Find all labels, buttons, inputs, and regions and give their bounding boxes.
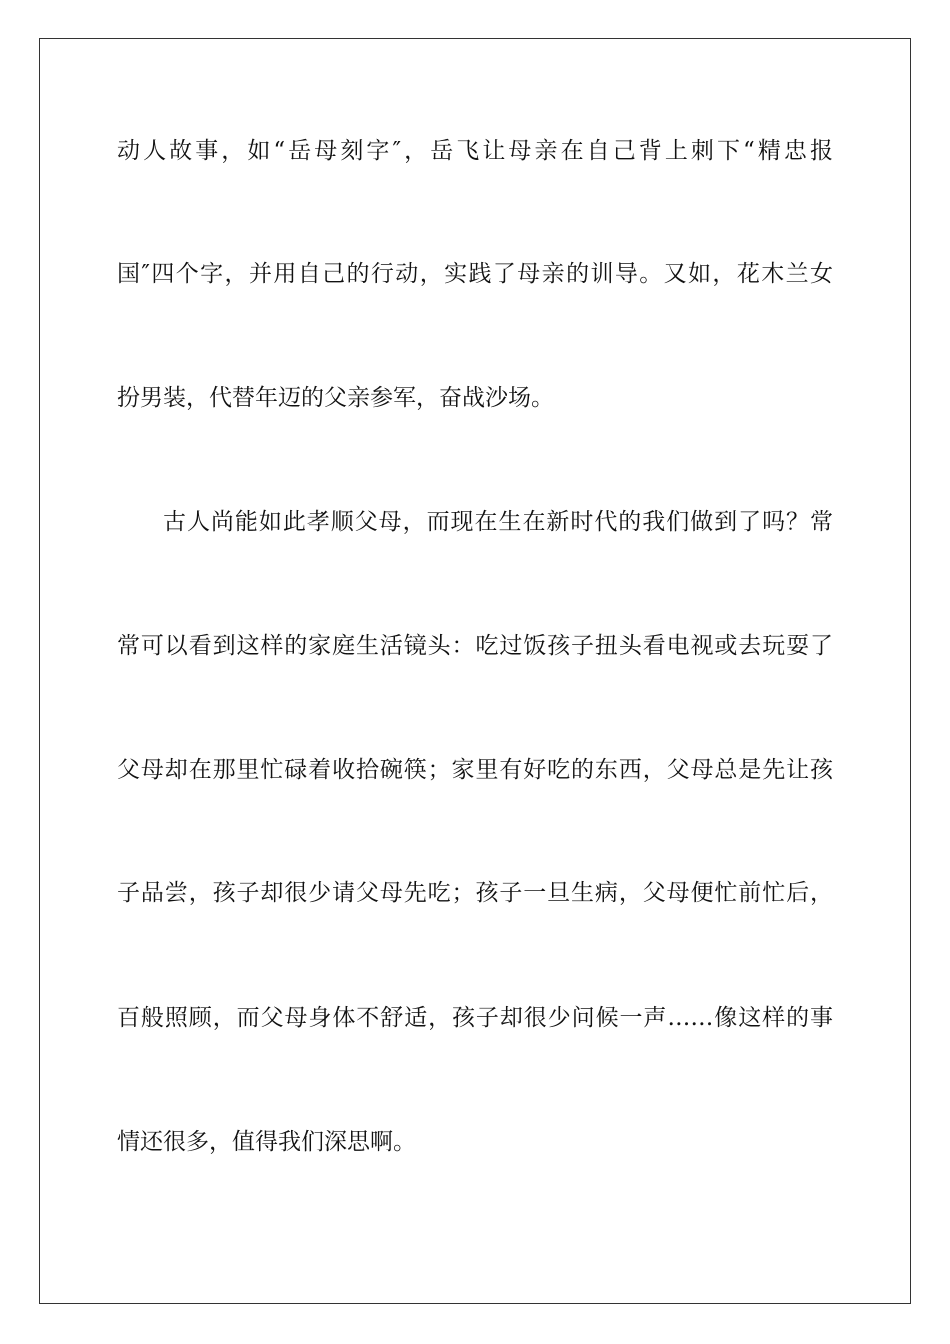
text-line-2: 国″四个字，并用自己的行动，实践了母亲的训导。又如，花木兰女 xyxy=(117,261,833,287)
text-line-8: 百般照顾，而父母身体不舒适，孩子却很少问候一声……像这样的事 xyxy=(117,1005,833,1031)
text-line-4: 古人尚能如此孝顺父母，而现在生在新时代的我们做到了吗？常 xyxy=(163,509,833,535)
text-line-3: 扮男装，代替年迈的父亲参军，奋战沙场。 xyxy=(117,385,554,411)
text-line-9: 情还很多，值得我们深思啊。 xyxy=(117,1129,416,1155)
text-line-7: 子品尝，孩子却很少请父母先吃；孩子一旦生病，父母便忙前忙后， xyxy=(117,880,833,906)
page-border xyxy=(39,38,911,1304)
text-line-1: 动人故事，如“岳母刻字″，岳飞让母亲在自己背上刺下“精忠报 xyxy=(117,138,833,164)
text-line-5: 常可以看到这样的家庭生活镜头：吃过饭孩子扭头看电视或去玩耍了 xyxy=(117,633,833,659)
text-line-6: 父母却在那里忙碌着收拾碗筷；家里有好吃的东西，父母总是先让孩 xyxy=(117,757,833,783)
